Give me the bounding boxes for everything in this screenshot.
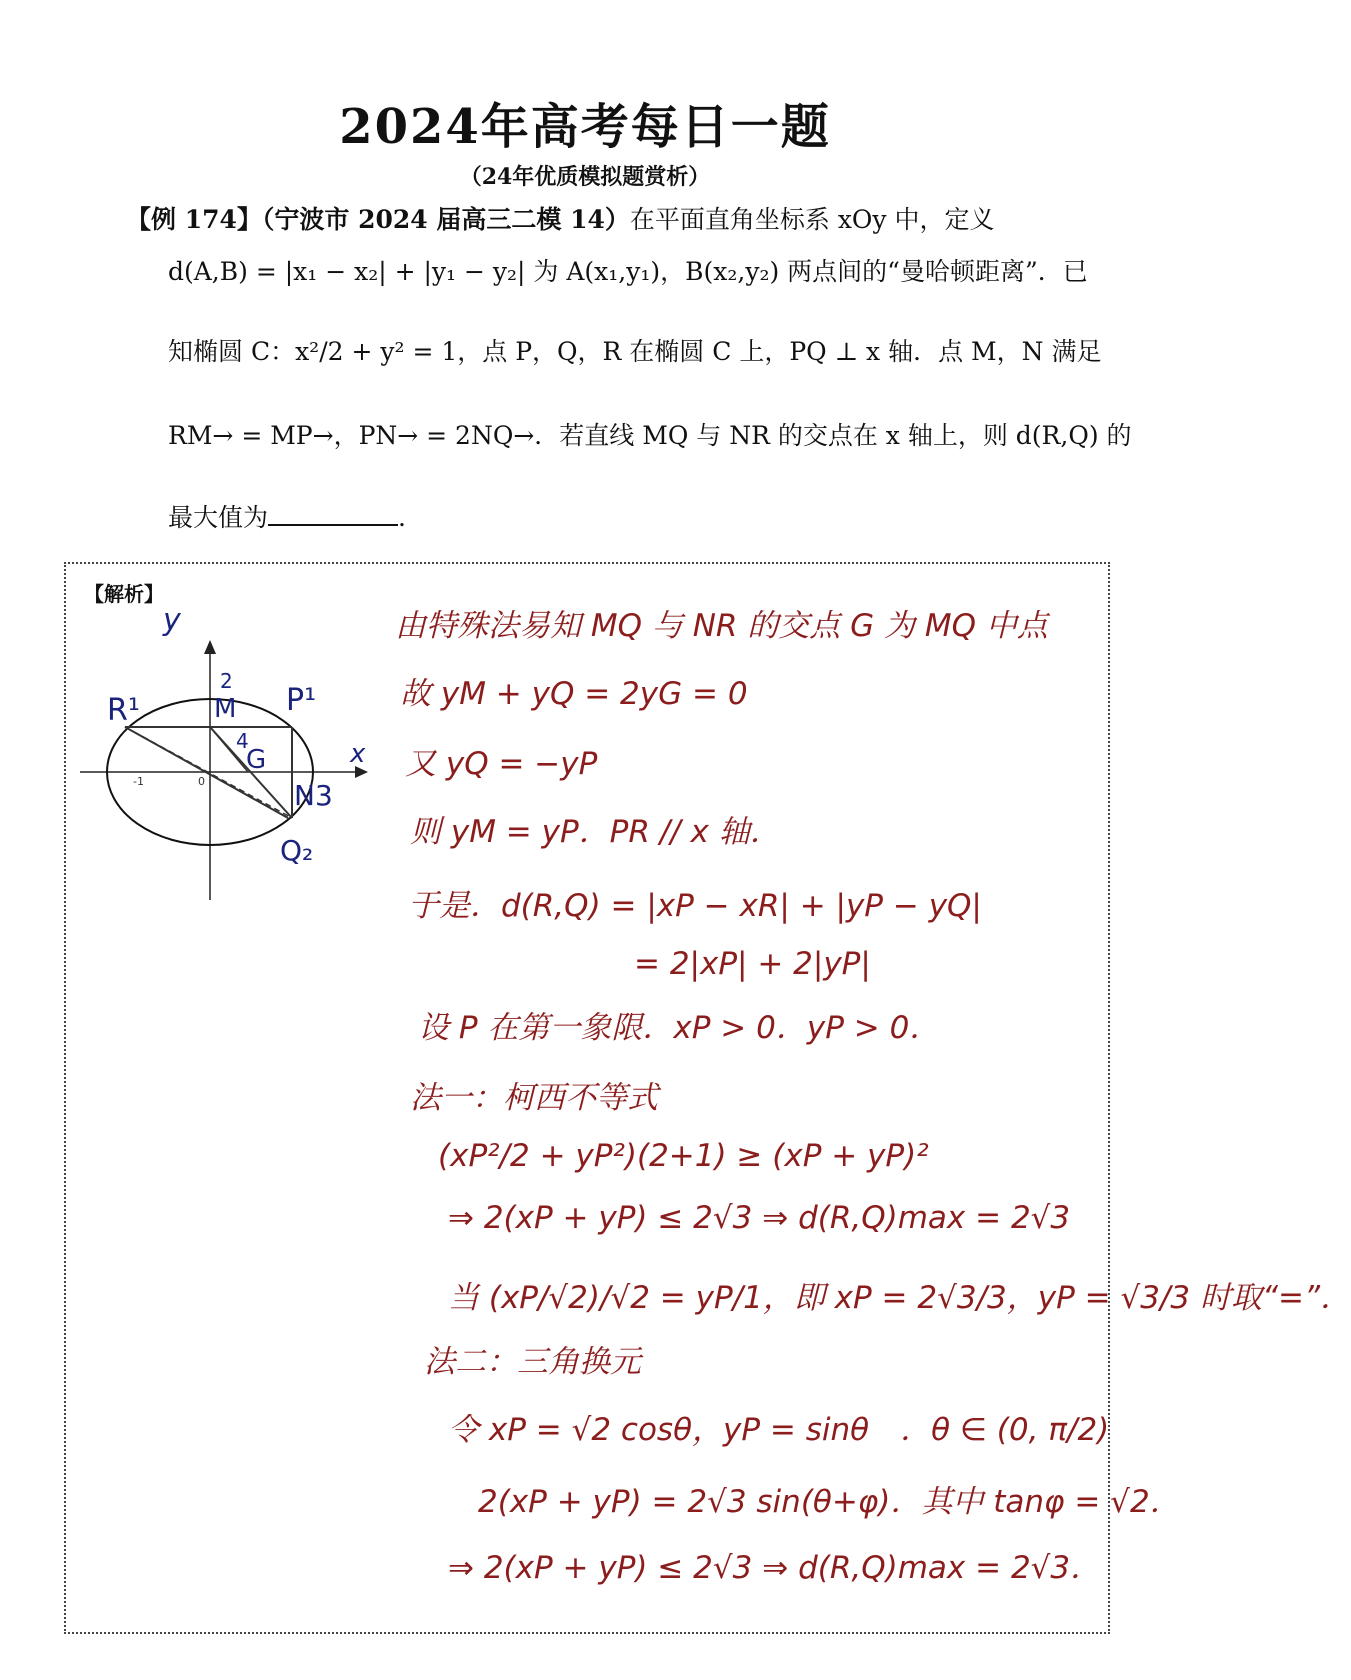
ellipse-diagram: [70, 603, 400, 910]
solution-label: 【解析】: [84, 582, 164, 606]
diagram-n-label: N3: [294, 779, 333, 812]
problem-line-5: 最大值为 .: [168, 503, 406, 532]
hw-line-15: ⇒ 2(xP + yP) ≤ 2√3 ⇒ d(R,Q)max = 2√3．: [448, 1550, 1102, 1586]
problem-line-1-text: 在平面直角坐标系 xOy 中，定义: [629, 205, 995, 234]
page-subtitle: （24年优质模拟题赏析）: [459, 164, 711, 190]
diagram-m-label: M: [214, 694, 237, 724]
diagram-r-label: R¹: [107, 693, 140, 728]
hw-line-2: 故 yM + yQ = 2yG = 0: [400, 676, 748, 712]
page-title: 2024年高考每日一题: [339, 99, 831, 155]
hw-line-4: 则 yM = yP．PR // x 轴．: [410, 814, 781, 850]
diagram-two-label: 2: [220, 669, 233, 693]
diagram-p-label: P¹: [286, 683, 317, 718]
problem-label: 【例 174】: [126, 205, 262, 234]
problem-line-4: RM→ = MP→，PN→ = 2NQ→．若直线 MQ 与 NR 的交点在 x 轴上，则 d(R,Q) 的: [168, 421, 1132, 450]
diagram-q-label: Q₂: [280, 834, 314, 867]
problem-line-2: d(A,B) = |x₁ − x₂| + |y₁ − y₂| 为 A(x₁,y₁)，B(x₂,y₂) 两点间的“曼哈顿距离”．已: [168, 257, 1088, 286]
problem-source: （宁波市 2024 届高三二模 14）: [261, 205, 630, 234]
hw-line-1: 由特殊法易知 MQ 与 NR 的交点 G 为 MQ 中点: [395, 608, 1048, 644]
hw-line-10: ⇒ 2(xP + yP) ≤ 2√3 ⇒ d(R,Q)max = 2√3: [448, 1200, 1071, 1236]
diagram-zero-tick: 0: [198, 775, 205, 788]
hw-line-7: 设 P 在第一象限．xP > 0．yP > 0．: [418, 1010, 941, 1046]
diagram-y-label: y: [163, 603, 181, 638]
hw-line-6: = 2|xP| + 2|yP|: [634, 946, 871, 982]
problem-line-5-text: 最大值为: [168, 503, 269, 532]
hw-line-9: (xP²/2 + yP²)(2+1) ≥ (xP + yP)²: [438, 1138, 929, 1174]
hw-line-13: 令 xP = √2 cosθ，yP = sinθ ．θ ∈ (0, π/2): [448, 1412, 1110, 1448]
hw-line-8: 法一：柯西不等式: [410, 1080, 658, 1116]
diagram-x-label: x: [350, 739, 366, 769]
y-axis-arrow: [204, 640, 216, 654]
hw-line-12: 法二：三角换元: [424, 1344, 641, 1380]
diagram-four-label: 4: [236, 729, 249, 753]
diagram-neg1-tick: -1: [133, 775, 144, 788]
hw-line-14: 2(xP + yP) = 2√3 sin(θ+φ)．其中 tanφ = √2．: [478, 1484, 1181, 1520]
hw-line-11: 当 (xP/√2)/√2 = yP/1，即 xP = 2√3/3，yP = √3/3 时取“=”．: [448, 1280, 1351, 1316]
problem-line-3: 知椭圆 C：x²/2 + y² = 1，点 P，Q，R 在椭圆 C 上，PQ ⊥ x 轴．点 M，N 满足: [168, 337, 1102, 366]
answer-blank: [268, 502, 398, 526]
hw-line-5: 于是．d(R,Q) = |xP − xR| + |yP − yQ|: [408, 888, 982, 924]
problem-line-1: [126, 200, 995, 236]
hw-line-3: 又 yQ = −yP: [405, 746, 598, 782]
diagram-g-label: G: [246, 745, 267, 775]
